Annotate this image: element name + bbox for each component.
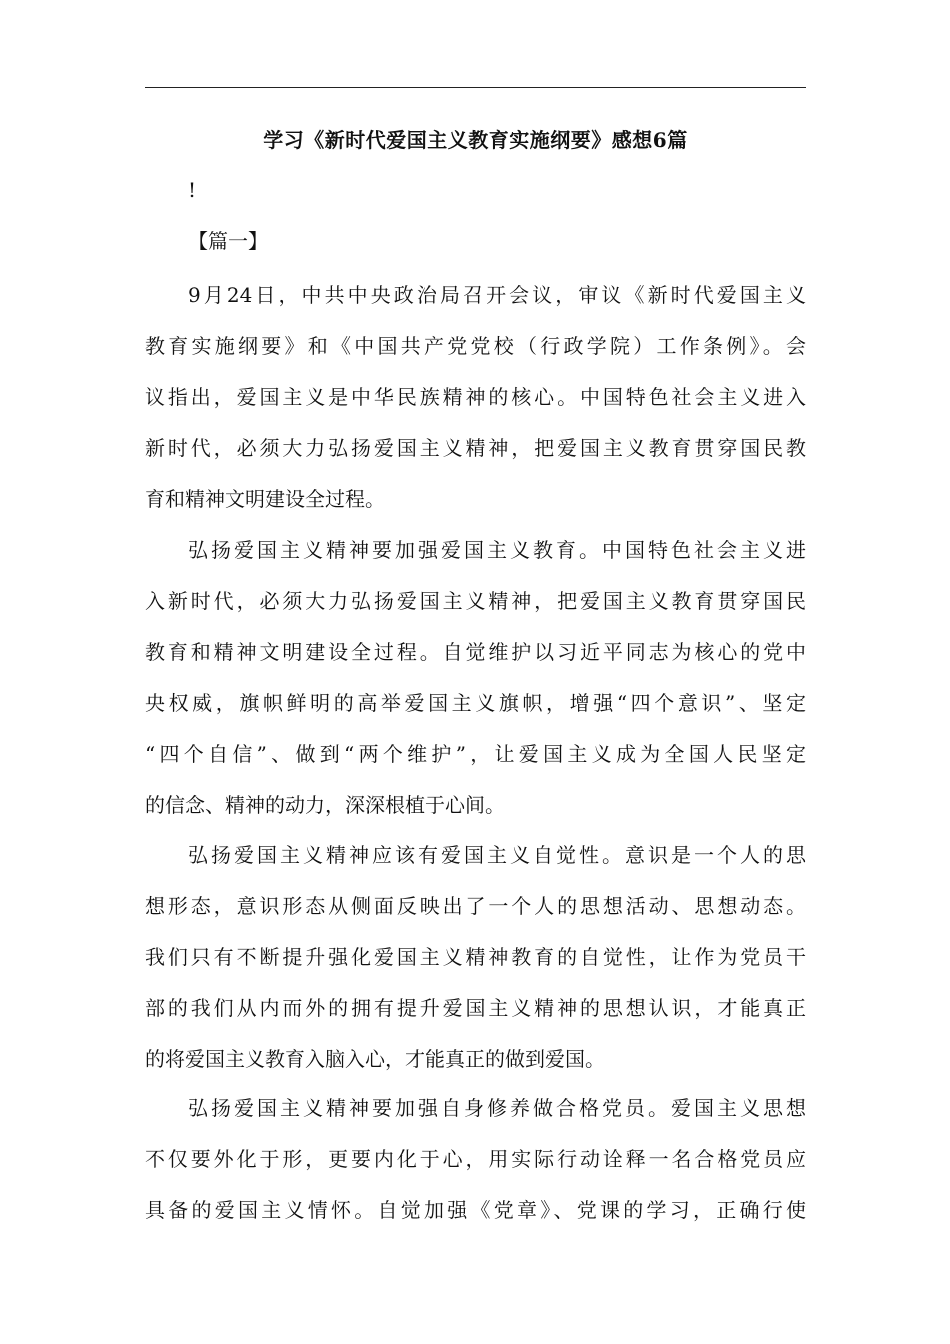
- paragraph-line: 央权威，旗帜鲜明的高举爱国主义旗帜，增强“四个意识”、坚定: [145, 691, 806, 715]
- paragraph-line: 育和精神文明建设全过程。: [145, 487, 385, 511]
- document-title: 学习《新时代爱国主义教育实施纲要》感想6篇: [263, 128, 688, 152]
- paragraph-line: 弘扬爱国主义精神要加强爱国主义教育。中国特色社会主义进: [188, 538, 806, 562]
- paragraph-line: 教育实施纲要》和《中国共产党党校（行政学院）工作条例》。会: [145, 334, 806, 358]
- paragraph-2: [145, 525, 806, 831]
- paragraph-line: 议指出，爱国主义是中华民族精神的核心。中国特色社会主义进入: [145, 385, 806, 409]
- exclamation-mark: !: [188, 178, 197, 202]
- paragraph-line: 弘扬爱国主义精神要加强自身修养做合格党员。爱国主义思想: [188, 1096, 806, 1120]
- paragraph-line: 想形态，意识形态从侧面反映出了一个人的思想活动、思想动态。: [145, 894, 806, 918]
- paragraph-line: 9月24日，中共中央政治局召开会议，审议《新时代爱国主义: [188, 283, 806, 307]
- paragraph-1: [145, 270, 806, 525]
- paragraph-line: 新时代，必须大力弘扬爱国主义精神，把爱国主义教育贯穿国民教: [145, 436, 806, 460]
- paragraph-line: 的将爱国主义教育入脑入心，才能真正的做到爱国。: [145, 1047, 605, 1071]
- paragraph-line: 我们只有不断提升强化爱国主义精神教育的自觉性，让作为党员干: [145, 945, 806, 969]
- paragraph-line: 不仅要外化于形，更要内化于心，用实际行动诠释一名合格党员应: [145, 1147, 806, 1171]
- paragraph-3: [145, 830, 806, 1085]
- paragraph-line: 具备的爱国主义情怀。自觉加强《党章》、党课的学习，正确行使: [145, 1198, 806, 1222]
- paragraph-line: 部的我们从内而外的拥有提升爱国主义精神的思想认识，才能真正: [145, 996, 806, 1020]
- top-rule: [145, 87, 806, 88]
- paragraph-line: 入新时代，必须大力弘扬爱国主义精神，把爱国主义教育贯穿国民: [145, 589, 806, 613]
- paragraph-line: “四个自信”、做到“两个维护”，让爱国主义成为全国人民坚定: [145, 742, 806, 766]
- section-label: 【篇一】: [188, 229, 268, 253]
- paragraph-line: 弘扬爱国主义精神应该有爱国主义自觉性。意识是一个人的思: [188, 843, 806, 867]
- paragraph-4: [145, 1083, 806, 1236]
- paragraph-line: 教育和精神文明建设全过程。自觉维护以习近平同志为核心的党中: [145, 640, 806, 664]
- paragraph-line: 的信念、精神的动力，深深根植于心间。: [145, 793, 505, 817]
